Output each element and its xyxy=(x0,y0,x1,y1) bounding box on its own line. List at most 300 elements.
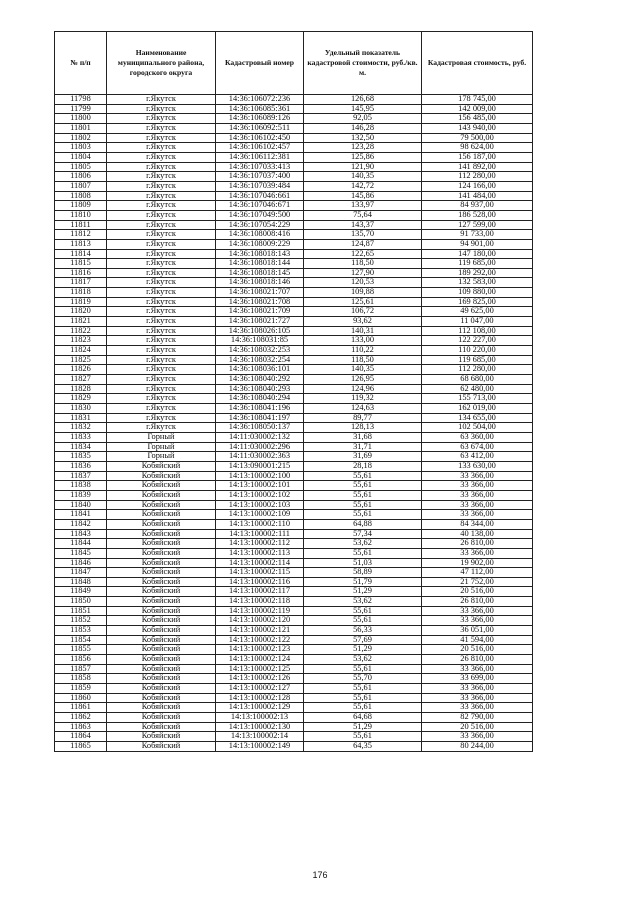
row-number-cell: 11861 xyxy=(55,703,107,713)
table-row xyxy=(55,664,533,674)
table-row xyxy=(55,500,533,510)
district-cell: Кобяйский xyxy=(107,529,216,539)
cadastral-number-cell: 14:36:107049:500 xyxy=(216,210,304,220)
table-row xyxy=(55,606,533,616)
header-row-number: № п/п xyxy=(55,32,107,95)
cadastral-number-cell: 14:36:108032:254 xyxy=(216,355,304,365)
cadastral-value-cell: 189 292,00 xyxy=(422,268,533,278)
cadastral-number-cell: 14:36:106092:511 xyxy=(216,123,304,133)
table-row xyxy=(55,181,533,191)
cadastral-value-cell: 141 892,00 xyxy=(422,162,533,172)
table-row xyxy=(55,191,533,201)
district-cell: г.Якутск xyxy=(107,423,216,433)
cadastral-number-cell: 14:36:106112:381 xyxy=(216,152,304,162)
cadastral-number-cell: 14:13:100002:114 xyxy=(216,558,304,568)
cadastral-value-cell: 33 699,00 xyxy=(422,674,533,684)
cadastral-number-cell: 14:13:100002:118 xyxy=(216,597,304,607)
cadastral-value-cell: 26 810,00 xyxy=(422,539,533,549)
cadastral-value-cell: 169 825,00 xyxy=(422,297,533,307)
cadastral-number-cell: 14:13:100002:119 xyxy=(216,606,304,616)
row-number-cell: 11854 xyxy=(55,635,107,645)
row-number-cell: 11824 xyxy=(55,346,107,356)
row-number-cell: 11814 xyxy=(55,249,107,259)
table-row xyxy=(55,394,533,404)
row-number-cell: 11844 xyxy=(55,539,107,549)
specific-value-cell: 126,95 xyxy=(304,375,422,385)
cadastral-value-cell: 112 108,00 xyxy=(422,326,533,336)
table-row xyxy=(55,655,533,665)
row-number-cell: 11813 xyxy=(55,239,107,249)
cadastral-value-cell: 33 366,00 xyxy=(422,548,533,558)
district-cell: г.Якутск xyxy=(107,239,216,249)
table-row xyxy=(55,259,533,269)
table-row xyxy=(55,172,533,182)
cadastral-value-cell: 21 752,00 xyxy=(422,577,533,587)
specific-value-cell: 55,61 xyxy=(304,703,422,713)
table-row xyxy=(55,288,533,298)
specific-value-cell: 51,29 xyxy=(304,722,422,732)
cadastral-number-cell: 14:13:100002:125 xyxy=(216,664,304,674)
row-number-cell: 11845 xyxy=(55,548,107,558)
specific-value-cell: 135,70 xyxy=(304,230,422,240)
table-row xyxy=(55,375,533,385)
table-row xyxy=(55,404,533,414)
row-number-cell: 11853 xyxy=(55,626,107,636)
cadastral-number-cell: 14:36:106102:457 xyxy=(216,143,304,153)
table-row xyxy=(55,336,533,346)
cadastral-value-cell: 186 528,00 xyxy=(422,210,533,220)
row-number-cell: 11808 xyxy=(55,191,107,201)
specific-value-cell: 124,63 xyxy=(304,404,422,414)
table-row xyxy=(55,297,533,307)
row-number-cell: 11800 xyxy=(55,114,107,124)
cadastral-number-cell: 14:36:108018:145 xyxy=(216,268,304,278)
row-number-cell: 11862 xyxy=(55,713,107,723)
district-cell: Кобяйский xyxy=(107,616,216,626)
row-number-cell: 11798 xyxy=(55,95,107,105)
specific-value-cell: 121,90 xyxy=(304,162,422,172)
cadastral-value-cell: 11 047,00 xyxy=(422,317,533,327)
district-cell: г.Якутск xyxy=(107,104,216,114)
cadastral-number-cell: 14:36:107039:484 xyxy=(216,181,304,191)
row-number-cell: 11841 xyxy=(55,510,107,520)
district-cell: г.Якутск xyxy=(107,220,216,230)
district-cell: Кобяйский xyxy=(107,597,216,607)
row-number-cell: 11842 xyxy=(55,519,107,529)
cadastral-number-cell: 14:13:100002:115 xyxy=(216,568,304,578)
cadastral-value-cell: 20 516,00 xyxy=(422,722,533,732)
row-number-cell: 11829 xyxy=(55,394,107,404)
cadastral-value-cell: 63 360,00 xyxy=(422,432,533,442)
specific-value-cell: 118,50 xyxy=(304,355,422,365)
cadastral-number-cell: 14:13:100002:122 xyxy=(216,635,304,645)
row-number-cell: 11822 xyxy=(55,326,107,336)
table-row xyxy=(55,713,533,723)
specific-value-cell: 145,86 xyxy=(304,191,422,201)
row-number-cell: 11815 xyxy=(55,259,107,269)
specific-value-cell: 53,62 xyxy=(304,655,422,665)
specific-value-cell: 142,72 xyxy=(304,181,422,191)
table-row xyxy=(55,490,533,500)
cadastral-number-cell: 14:13:090001:215 xyxy=(216,461,304,471)
cadastral-number-cell: 14:13:100002:110 xyxy=(216,519,304,529)
specific-value-cell: 124,87 xyxy=(304,239,422,249)
cadastral-number-cell: 14:36:108021:707 xyxy=(216,288,304,298)
cadastral-value-cell: 82 790,00 xyxy=(422,713,533,723)
specific-value-cell: 55,61 xyxy=(304,684,422,694)
cadastral-number-cell: 14:36:108018:143 xyxy=(216,249,304,259)
specific-value-cell: 55,61 xyxy=(304,732,422,742)
row-number-cell: 11848 xyxy=(55,577,107,587)
cadastral-number-cell: 14:36:108036:101 xyxy=(216,365,304,375)
cadastral-number-cell: 14:11:030002:132 xyxy=(216,432,304,442)
table-row xyxy=(55,587,533,597)
cadastral-value-cell: 156 187,00 xyxy=(422,152,533,162)
district-cell: Кобяйский xyxy=(107,674,216,684)
cadastral-number-cell: 14:13:100002:130 xyxy=(216,722,304,732)
district-cell: Кобяйский xyxy=(107,741,216,751)
table-row xyxy=(55,162,533,172)
district-cell: г.Якутск xyxy=(107,210,216,220)
district-cell: г.Якутск xyxy=(107,326,216,336)
cadastral-value-cell: 124 166,00 xyxy=(422,181,533,191)
row-number-cell: 11837 xyxy=(55,471,107,481)
cadastral-value-cell: 19 902,00 xyxy=(422,558,533,568)
specific-value-cell: 53,62 xyxy=(304,597,422,607)
row-number-cell: 11810 xyxy=(55,210,107,220)
cadastral-number-cell: 14:13:100002:112 xyxy=(216,539,304,549)
cadastral-value-cell: 49 625,00 xyxy=(422,307,533,317)
row-number-cell: 11846 xyxy=(55,558,107,568)
row-number-cell: 11826 xyxy=(55,365,107,375)
cadastral-number-cell: 14:36:107037:400 xyxy=(216,172,304,182)
cadastral-value-cell: 162 019,00 xyxy=(422,404,533,414)
cadastral-value-cell: 102 504,00 xyxy=(422,423,533,433)
table-row xyxy=(55,423,533,433)
cadastral-value-cell: 33 366,00 xyxy=(422,490,533,500)
cadastral-value-cell: 112 280,00 xyxy=(422,365,533,375)
cadastral-number-cell: 14:36:108031:85 xyxy=(216,336,304,346)
row-number-cell: 11852 xyxy=(55,616,107,626)
district-cell: Кобяйский xyxy=(107,713,216,723)
cadastral-number-cell: 14:13:100002:101 xyxy=(216,481,304,491)
cadastral-value-cell: 33 366,00 xyxy=(422,500,533,510)
row-number-cell: 11839 xyxy=(55,490,107,500)
specific-value-cell: 123,28 xyxy=(304,143,422,153)
header-municipal-district: Наименование муниципального района, городского округа xyxy=(107,32,216,95)
specific-value-cell: 132,50 xyxy=(304,133,422,143)
district-cell: Кобяйский xyxy=(107,519,216,529)
row-number-cell: 11863 xyxy=(55,722,107,732)
row-number-cell: 11855 xyxy=(55,645,107,655)
table-row xyxy=(55,114,533,124)
cadastral-value-cell: 20 516,00 xyxy=(422,645,533,655)
row-number-cell: 11809 xyxy=(55,201,107,211)
table-row xyxy=(55,577,533,587)
cadastral-value-cell: 79 500,00 xyxy=(422,133,533,143)
specific-value-cell: 106,72 xyxy=(304,307,422,317)
specific-value-cell: 51,03 xyxy=(304,558,422,568)
cadastral-number-cell: 14:36:108040:292 xyxy=(216,375,304,385)
district-cell: Кобяйский xyxy=(107,626,216,636)
cadastral-number-cell: 14:13:100002:124 xyxy=(216,655,304,665)
row-number-cell: 11819 xyxy=(55,297,107,307)
cadastral-value-cell: 94 901,00 xyxy=(422,239,533,249)
table-row xyxy=(55,307,533,317)
district-cell: г.Якутск xyxy=(107,346,216,356)
table-row xyxy=(55,568,533,578)
district-cell: г.Якутск xyxy=(107,404,216,414)
specific-value-cell: 31,68 xyxy=(304,432,422,442)
cadastral-value-cell: 33 366,00 xyxy=(422,732,533,742)
table-row xyxy=(55,452,533,462)
specific-value-cell: 28,18 xyxy=(304,461,422,471)
table-row xyxy=(55,123,533,133)
district-cell: г.Якутск xyxy=(107,133,216,143)
row-number-cell: 11843 xyxy=(55,529,107,539)
specific-value-cell: 51,29 xyxy=(304,645,422,655)
district-cell: г.Якутск xyxy=(107,143,216,153)
cadastral-number-cell: 14:36:106089:126 xyxy=(216,114,304,124)
specific-value-cell: 118,50 xyxy=(304,259,422,269)
district-cell: г.Якутск xyxy=(107,162,216,172)
specific-value-cell: 55,61 xyxy=(304,616,422,626)
table-row xyxy=(55,133,533,143)
header-cadastral-number: Кадастровый номер xyxy=(216,32,304,95)
specific-value-cell: 119,32 xyxy=(304,394,422,404)
cadastral-number-cell: 14:13:100002:123 xyxy=(216,645,304,655)
district-cell: Кобяйский xyxy=(107,693,216,703)
district-cell: г.Якутск xyxy=(107,413,216,423)
table-row xyxy=(55,461,533,471)
cadastral-number-cell: 14:13:100002:102 xyxy=(216,490,304,500)
table-row xyxy=(55,365,533,375)
table-row xyxy=(55,635,533,645)
district-cell: Кобяйский xyxy=(107,490,216,500)
table-row xyxy=(55,355,533,365)
cadastral-value-cell: 40 138,00 xyxy=(422,529,533,539)
row-number-cell: 11857 xyxy=(55,664,107,674)
cadastral-number-cell: 14:36:108041:197 xyxy=(216,413,304,423)
cadastral-number-cell: 14:36:108040:294 xyxy=(216,394,304,404)
table-row xyxy=(55,95,533,105)
specific-value-cell: 133,97 xyxy=(304,201,422,211)
district-cell: г.Якутск xyxy=(107,152,216,162)
cadastral-value-cell: 33 366,00 xyxy=(422,606,533,616)
cadastral-value-cell: 33 366,00 xyxy=(422,703,533,713)
cadastral-number-cell: 14:13:100002:111 xyxy=(216,529,304,539)
cadastral-value-cell: 98 624,00 xyxy=(422,143,533,153)
cadastral-value-cell: 63 412,00 xyxy=(422,452,533,462)
specific-value-cell: 55,61 xyxy=(304,693,422,703)
table-header-row xyxy=(55,32,533,95)
row-number-cell: 11836 xyxy=(55,461,107,471)
cadastral-number-cell: 14:36:108041:196 xyxy=(216,404,304,414)
table-row xyxy=(55,481,533,491)
row-number-cell: 11801 xyxy=(55,123,107,133)
specific-value-cell: 120,53 xyxy=(304,278,422,288)
row-number-cell: 11840 xyxy=(55,500,107,510)
district-cell: г.Якутск xyxy=(107,288,216,298)
cadastral-number-cell: 14:13:100002:13 xyxy=(216,713,304,723)
row-number-cell: 11812 xyxy=(55,230,107,240)
row-number-cell: 11816 xyxy=(55,268,107,278)
specific-value-cell: 124,96 xyxy=(304,384,422,394)
district-cell: Кобяйский xyxy=(107,587,216,597)
cadastral-number-cell: 14:36:108026:105 xyxy=(216,326,304,336)
cadastral-value-cell: 84 937,00 xyxy=(422,201,533,211)
district-cell: г.Якутск xyxy=(107,114,216,124)
cadastral-number-cell: 14:36:108050:137 xyxy=(216,423,304,433)
row-number-cell: 11803 xyxy=(55,143,107,153)
table-row xyxy=(55,703,533,713)
row-number-cell: 11811 xyxy=(55,220,107,230)
cadastral-value-cell: 68 680,00 xyxy=(422,375,533,385)
district-cell: Кобяйский xyxy=(107,703,216,713)
specific-value-cell: 127,90 xyxy=(304,268,422,278)
row-number-cell: 11817 xyxy=(55,278,107,288)
table-row xyxy=(55,143,533,153)
table-row xyxy=(55,626,533,636)
specific-value-cell: 55,61 xyxy=(304,490,422,500)
specific-value-cell: 143,37 xyxy=(304,220,422,230)
cadastral-value-cell: 80 244,00 xyxy=(422,741,533,751)
cadastral-number-cell: 14:36:108018:144 xyxy=(216,259,304,269)
district-cell: г.Якутск xyxy=(107,230,216,240)
cadastral-value-cell: 63 674,00 xyxy=(422,442,533,452)
district-cell: г.Якутск xyxy=(107,375,216,385)
specific-value-cell: 64,68 xyxy=(304,713,422,723)
district-cell: Кобяйский xyxy=(107,539,216,549)
table-row xyxy=(55,548,533,558)
cadastral-value-cell: 156 485,00 xyxy=(422,114,533,124)
table-row xyxy=(55,104,533,114)
cadastral-number-cell: 14:13:100002:117 xyxy=(216,587,304,597)
cadastral-value-cell: 133 630,00 xyxy=(422,461,533,471)
cadastral-value-cell: 91 733,00 xyxy=(422,230,533,240)
row-number-cell: 11821 xyxy=(55,317,107,327)
cadastral-value-cell: 142 009,00 xyxy=(422,104,533,114)
cadastral-value-cell: 33 366,00 xyxy=(422,510,533,520)
specific-value-cell: 125,61 xyxy=(304,297,422,307)
table-row xyxy=(55,645,533,655)
cadastral-number-cell: 14:36:108021:708 xyxy=(216,297,304,307)
district-cell: Кобяйский xyxy=(107,664,216,674)
cadastral-number-cell: 14:11:030002:363 xyxy=(216,452,304,462)
row-number-cell: 11818 xyxy=(55,288,107,298)
row-number-cell: 11799 xyxy=(55,104,107,114)
table-row xyxy=(55,597,533,607)
cadastral-number-cell: 14:13:100002:116 xyxy=(216,577,304,587)
specific-value-cell: 125,86 xyxy=(304,152,422,162)
table-row xyxy=(55,326,533,336)
cadastral-value-cell: 62 480,00 xyxy=(422,384,533,394)
table-row xyxy=(55,558,533,568)
cadastral-number-cell: 14:13:100002:113 xyxy=(216,548,304,558)
district-cell: Кобяйский xyxy=(107,606,216,616)
cadastral-number-cell: 14:13:100002:126 xyxy=(216,674,304,684)
district-cell: Кобяйский xyxy=(107,558,216,568)
header-specific-value: Удельный показатель кадастровой стоимости, руб./кв. м. xyxy=(304,32,422,95)
row-number-cell: 11856 xyxy=(55,655,107,665)
specific-value-cell: 122,65 xyxy=(304,249,422,259)
specific-value-cell: 128,13 xyxy=(304,423,422,433)
specific-value-cell: 53,62 xyxy=(304,539,422,549)
cadastral-value-cell: 20 516,00 xyxy=(422,587,533,597)
district-cell: г.Якутск xyxy=(107,394,216,404)
cadastral-number-cell: 14:36:106085:361 xyxy=(216,104,304,114)
cadastral-number-cell: 14:11:030002:296 xyxy=(216,442,304,452)
cadastral-number-cell: 14:13:100002:103 xyxy=(216,500,304,510)
district-cell: Кобяйский xyxy=(107,635,216,645)
district-cell: г.Якутск xyxy=(107,123,216,133)
specific-value-cell: 55,61 xyxy=(304,510,422,520)
cadastral-number-cell: 14:13:100002:100 xyxy=(216,471,304,481)
specific-value-cell: 31,71 xyxy=(304,442,422,452)
cadastral-value-cell: 178 745,00 xyxy=(422,95,533,105)
cadastral-value-cell: 132 583,00 xyxy=(422,278,533,288)
table-row xyxy=(55,519,533,529)
specific-value-cell: 64,35 xyxy=(304,741,422,751)
specific-value-cell: 133,00 xyxy=(304,336,422,346)
specific-value-cell: 55,61 xyxy=(304,481,422,491)
cadastral-value-cell: 109 880,00 xyxy=(422,288,533,298)
district-cell: Кобяйский xyxy=(107,655,216,665)
cadastral-value-cell: 33 366,00 xyxy=(422,693,533,703)
district-cell: Горный xyxy=(107,442,216,452)
district-cell: Кобяйский xyxy=(107,732,216,742)
cadastral-value-cell: 122 227,00 xyxy=(422,336,533,346)
district-cell: Кобяйский xyxy=(107,548,216,558)
table-row xyxy=(55,674,533,684)
table-row xyxy=(55,268,533,278)
district-cell: г.Якутск xyxy=(107,191,216,201)
specific-value-cell: 93,62 xyxy=(304,317,422,327)
specific-value-cell: 89,77 xyxy=(304,413,422,423)
table-row xyxy=(55,432,533,442)
cadastral-number-cell: 14:36:108009:229 xyxy=(216,239,304,249)
specific-value-cell: 51,29 xyxy=(304,587,422,597)
cadastral-number-cell: 14:13:100002:129 xyxy=(216,703,304,713)
cadastral-value-cell: 36 051,00 xyxy=(422,626,533,636)
specific-value-cell: 55,61 xyxy=(304,471,422,481)
specific-value-cell: 140,35 xyxy=(304,365,422,375)
specific-value-cell: 51,79 xyxy=(304,577,422,587)
cadastral-number-cell: 14:36:107046:661 xyxy=(216,191,304,201)
cadastral-number-cell: 14:13:100002:14 xyxy=(216,732,304,742)
cadastral-number-cell: 14:36:107033:413 xyxy=(216,162,304,172)
specific-value-cell: 55,61 xyxy=(304,500,422,510)
cadastral-value-cell: 110 220,00 xyxy=(422,346,533,356)
district-cell: г.Якутск xyxy=(107,181,216,191)
district-cell: Кобяйский xyxy=(107,481,216,491)
cadastral-value-cell: 155 713,00 xyxy=(422,394,533,404)
table-row xyxy=(55,539,533,549)
table-row xyxy=(55,210,533,220)
row-number-cell: 11828 xyxy=(55,384,107,394)
district-cell: г.Якутск xyxy=(107,384,216,394)
district-cell: Кобяйский xyxy=(107,471,216,481)
row-number-cell: 11833 xyxy=(55,432,107,442)
cadastral-number-cell: 14:13:100002:128 xyxy=(216,693,304,703)
table-row xyxy=(55,152,533,162)
cadastral-value-cell: 33 366,00 xyxy=(422,481,533,491)
district-cell: Кобяйский xyxy=(107,722,216,732)
district-cell: Кобяйский xyxy=(107,500,216,510)
table-row xyxy=(55,684,533,694)
table-row xyxy=(55,722,533,732)
table-row xyxy=(55,239,533,249)
